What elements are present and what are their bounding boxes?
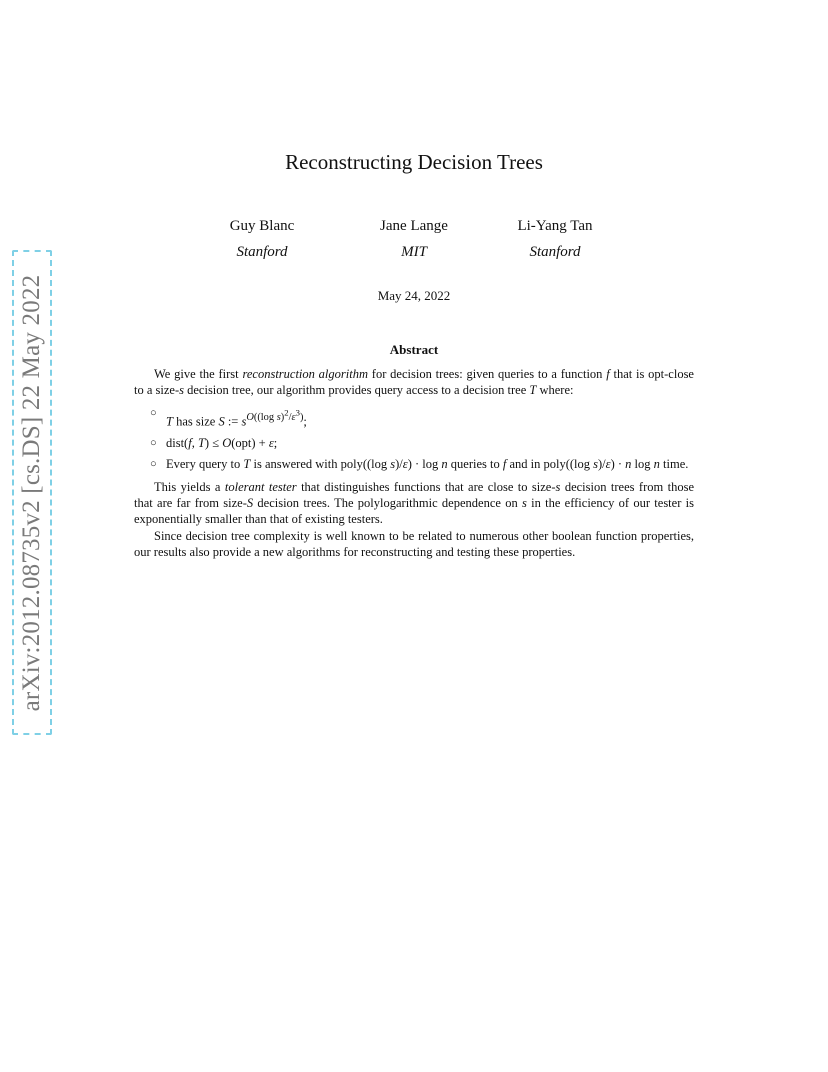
paper-date: May 24, 2022 <box>377 288 451 303</box>
author-name: Jane Lange <box>380 218 448 234</box>
author-affiliation: Stanford <box>236 244 288 260</box>
emphasis-text: tolerant tester <box>224 479 297 494</box>
paper-title: Reconstructing Decision Trees <box>285 150 543 174</box>
author-name: Guy Blanc <box>229 218 295 234</box>
math-var: s <box>179 383 184 398</box>
abstract-bullet-list <box>134 405 694 473</box>
abstract-heading: Abstract <box>389 342 439 357</box>
text-run: that is opt-close to a size- <box>134 367 694 398</box>
arxiv-stamp-text: arXiv:2012.08735v2 [cs.DS] 22 May 2022 <box>18 274 45 711</box>
abstract-paragraph-3: Since decision tree complexity is well known to be related to numerous other boolean function properties, our results also provide a new algorithms for reconstructing and testing these properties. <box>134 528 694 560</box>
abstract-body <box>134 366 694 561</box>
author-affiliation: MIT <box>401 244 427 260</box>
list-item: ○ dist(f, T) ≤ O(opt) + ε; <box>150 435 278 450</box>
math-var: S <box>246 496 254 511</box>
text-run: that distinguishes functions that are close to size- <box>296 479 556 494</box>
math-var: s <box>555 479 561 494</box>
bullet-icon: ○ <box>150 436 157 449</box>
text-run: This yields a <box>154 479 225 494</box>
text-run: decision tree, our algorithm provides query access to a decision tree <box>184 383 530 398</box>
author-affiliation: Stanford <box>529 244 581 260</box>
emphasis-text: reconstruction algorithm <box>242 367 368 381</box>
math-var: s <box>521 496 527 511</box>
text-run: where: <box>536 383 574 398</box>
list-item: ○ T has size S := $s^{O((log s)^2/\varepsilon^3)}$; <box>150 406 307 429</box>
math-var: T <box>529 383 537 398</box>
text-run: decision trees from those that are far from size- <box>134 479 694 511</box>
text-run: We give the first <box>154 367 243 381</box>
text-run: decision trees. The polylogarithmic dependence on <box>253 496 522 511</box>
math-var: f <box>606 367 610 381</box>
author-name: Li-Yang Tan <box>517 218 593 234</box>
list-item: ○ Every query to T is answered with poly((log s)/ε) · log n queries to f and in poly((log s)/ε) · n log n time. <box>150 457 689 472</box>
author-block <box>334 218 494 261</box>
text-run: for decision trees: given queries to a function <box>368 367 607 381</box>
bullet-icon: ○ <box>150 458 157 471</box>
bullet-icon: ○ <box>150 406 157 419</box>
abstract-paragraph-2 <box>134 479 694 528</box>
abstract-paragraph-1 <box>134 366 694 399</box>
arxiv-stamp <box>12 250 52 735</box>
author-block <box>182 218 342 261</box>
text-run: in the efficiency of our tester is exponentially smaller than that of existing testers. <box>134 496 694 527</box>
author-block <box>475 218 635 261</box>
